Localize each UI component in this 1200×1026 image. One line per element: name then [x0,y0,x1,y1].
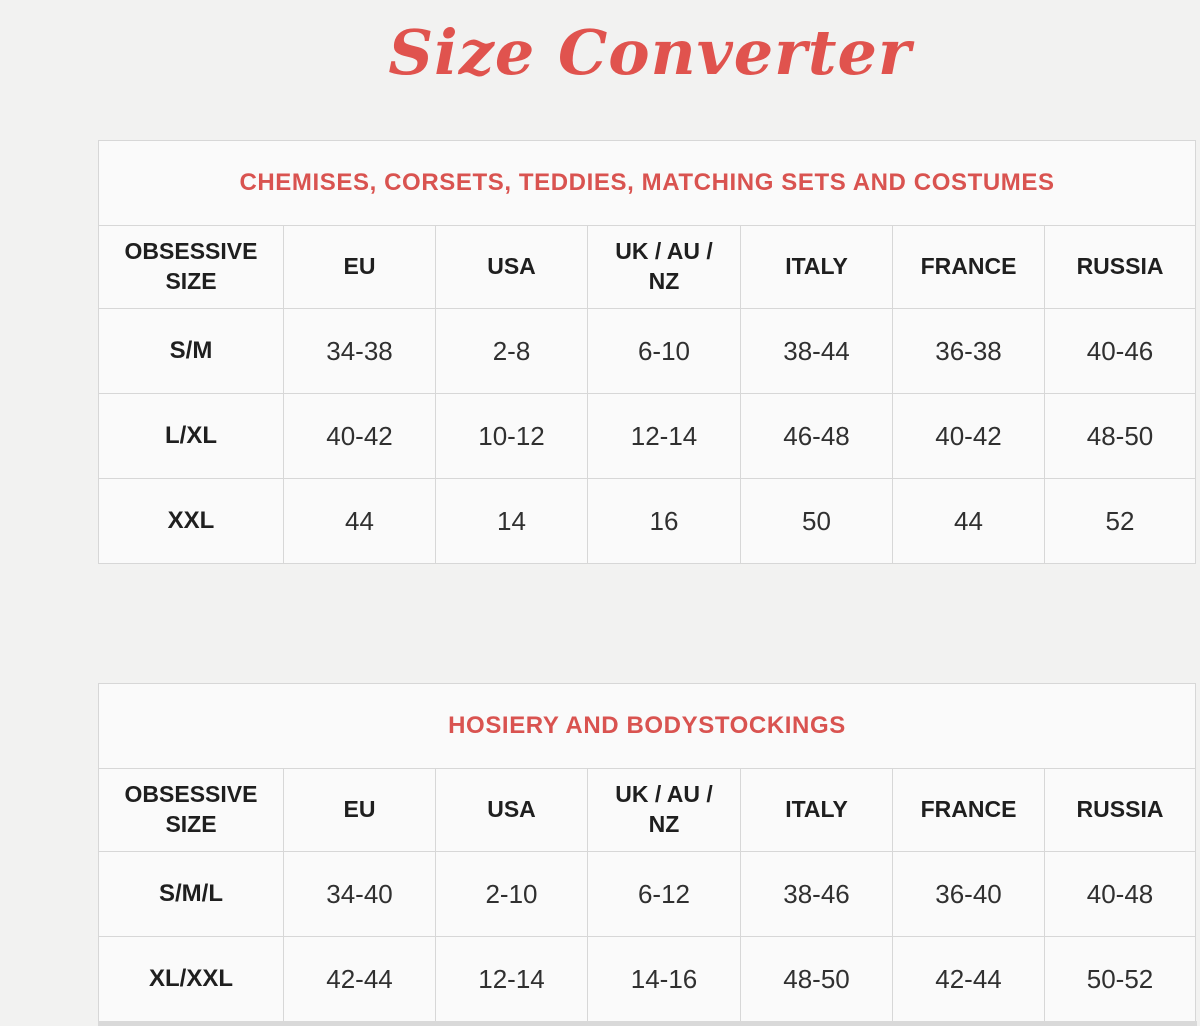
size-value-cell: 36-40 [893,852,1045,937]
row-label: S/M/L [99,852,284,937]
size-value-cell: 42-44 [284,937,436,1022]
column-header: UK / AU / NZ [588,226,741,309]
column-header: OBSESSIVE SIZE [99,769,284,852]
size-value-cell: 40-46 [1045,309,1196,394]
cutoff-section-edge [98,1021,1197,1026]
size-value-cell: 34-40 [284,852,436,937]
column-header: RUSSIA [1045,769,1196,852]
size-value-cell: 42-44 [893,937,1045,1022]
column-header: USA [436,769,588,852]
column-header: USA [436,226,588,309]
size-value-cell: 2-8 [436,309,588,394]
size-table-hosiery-bodystockings [98,683,1195,1022]
row-label: L/XL [99,394,284,479]
row-label: XXL [99,479,284,564]
size-value-cell: 10-12 [436,394,588,479]
size-value-cell: 16 [588,479,741,564]
table-row [99,852,1196,937]
size-value-cell: 44 [893,479,1045,564]
table-row [99,937,1196,1022]
column-header: FRANCE [893,226,1045,309]
table-title-row [99,141,1196,226]
size-table [98,683,1196,1022]
size-value-cell: 48-50 [1045,394,1196,479]
size-value-cell: 40-42 [284,394,436,479]
page-title: Size Converter [388,16,912,89]
column-header: FRANCE [893,769,1045,852]
size-value-cell: 38-44 [741,309,893,394]
column-header: EU [284,226,436,309]
size-value-cell: 40-42 [893,394,1045,479]
size-value-cell: 40-48 [1045,852,1196,937]
row-label: S/M [99,309,284,394]
column-header: ITALY [741,226,893,309]
size-value-cell: 52 [1045,479,1196,564]
table-title: HOSIERY AND BODYSTOCKINGS [99,684,1196,769]
table-row [99,479,1196,564]
table-row [99,394,1196,479]
column-header: ITALY [741,769,893,852]
size-value-cell: 44 [284,479,436,564]
size-table-chemises-corsets [98,140,1195,564]
table-title-row [99,684,1196,769]
table-row [99,309,1196,394]
column-header: EU [284,769,436,852]
size-value-cell: 46-48 [741,394,893,479]
size-value-cell: 50 [741,479,893,564]
size-value-cell: 38-46 [741,852,893,937]
size-value-cell: 14-16 [588,937,741,1022]
column-header: OBSESSIVE SIZE [99,226,284,309]
size-value-cell: 12-14 [436,937,588,1022]
size-value-cell: 2-10 [436,852,588,937]
size-value-cell: 6-12 [588,852,741,937]
size-value-cell: 14 [436,479,588,564]
row-label: XL/XXL [99,937,284,1022]
column-header: UK / AU / NZ [588,769,741,852]
column-header-row [99,226,1196,309]
size-value-cell: 36-38 [893,309,1045,394]
column-header: RUSSIA [1045,226,1196,309]
size-value-cell: 34-38 [284,309,436,394]
table-title: CHEMISES, CORSETS, TEDDIES, MATCHING SETS AND COSTUMES [99,141,1196,226]
size-value-cell: 48-50 [741,937,893,1022]
column-header-row [99,769,1196,852]
size-value-cell: 50-52 [1045,937,1196,1022]
size-value-cell: 12-14 [588,394,741,479]
size-table [98,140,1196,564]
size-value-cell: 6-10 [588,309,741,394]
